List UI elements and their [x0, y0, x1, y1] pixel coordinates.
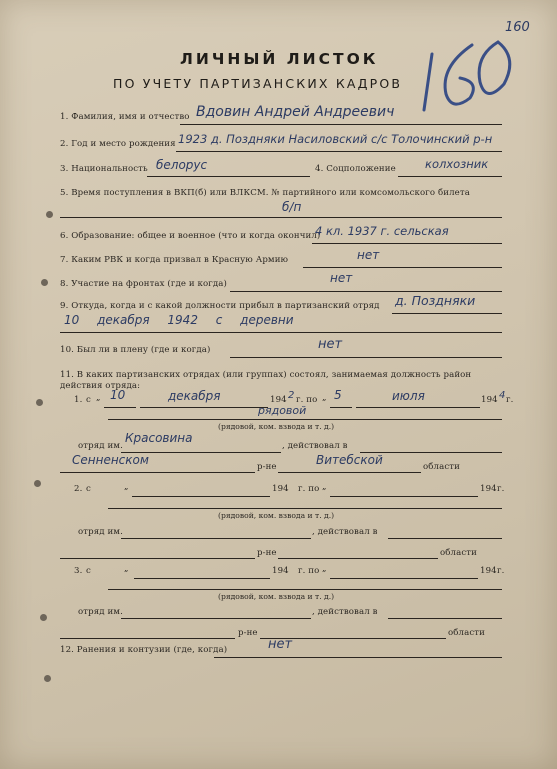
entry-2-from-label: с	[86, 484, 91, 494]
field-3-value: белорус	[156, 158, 208, 172]
entry-2-year-suffix: г.	[497, 484, 505, 494]
entry-1-rank-caption: (рядовой, ком. взвода и т. д.)	[218, 422, 335, 431]
entry-1-acted-in-label: , действовал в	[282, 441, 348, 451]
entry-3-to-line	[330, 578, 478, 579]
field-6-label: 6. Образование: общее и военное (что и когда окончил)	[60, 231, 321, 241]
punch-hole	[44, 675, 51, 682]
entry-1-from-month-line	[140, 407, 268, 408]
entry-2-region-label: области	[440, 548, 477, 558]
entry-2-to-year-prefix: 194	[480, 484, 497, 494]
entry-3-region-label: области	[448, 628, 485, 638]
entry-2-rank-caption: (рядовой, ком. взвода и т. д.)	[218, 511, 335, 520]
entry-1-to-day-line	[330, 407, 352, 408]
entry-1-to-month: июля	[392, 389, 425, 403]
entry-2-quote-2: „	[322, 482, 327, 492]
entry-1-from-label: с	[86, 395, 91, 405]
field-9-value-line-2: 10 декабря 1942 с деревни	[64, 313, 294, 327]
entry-2-quote: „	[124, 482, 129, 492]
entry-3-number: 3.	[74, 566, 83, 576]
field-3-label: 3. Национальность	[60, 164, 148, 174]
entry-1-from-day-line	[104, 407, 136, 408]
entry-2-to-label: г. по	[298, 484, 320, 494]
entry-1-district-label: р-не	[257, 462, 277, 472]
entry-1-quote-2: „	[322, 393, 327, 403]
entry-3-rank-line	[108, 589, 502, 590]
punch-hole	[36, 399, 43, 406]
entry-1-district: Витебской	[316, 453, 383, 467]
entry-2-from-year-prefix: 194	[272, 484, 289, 494]
field-2-label: 2. Год и место рождения	[60, 139, 176, 149]
entry-3-detachment-line	[121, 618, 311, 619]
entry-3-to-year-prefix: 194	[480, 566, 497, 576]
field-1-value: Вдовин Андрей Андреевич	[196, 104, 395, 120]
punch-hole	[34, 480, 41, 487]
field-6-line	[312, 243, 502, 244]
field-8-value: нет	[330, 271, 353, 285]
entry-2-detachment-line	[121, 538, 311, 539]
field-9-label: 9. Откуда, когда и с какой должности прибыл в партизанский отряд	[60, 301, 380, 311]
field-9-line-2	[60, 332, 502, 333]
entry-1-to-year: 4	[499, 390, 506, 401]
entry-2-region-line	[278, 558, 438, 559]
field-2-value: 1923 д. Поздняки Насиловский с/с Толочинский р-н	[178, 132, 493, 146]
field-5-value: б/п	[282, 200, 302, 214]
field-10-label: 10. Был ли в плену (где и когда)	[60, 345, 211, 355]
entry-3-detachment-label: отряд им.	[78, 607, 123, 617]
entry-1-from-year-prefix: 194	[270, 395, 287, 405]
field-7-value: нет	[357, 248, 380, 262]
field-12-line	[214, 657, 502, 658]
field-1-label: 1. Фамилия, имя и отчество	[60, 112, 190, 122]
document-subtitle: ПО УЧЕТУ ПАРТИЗАНСКИХ КАДРОВ	[113, 76, 403, 91]
entry-1-region-label: области	[423, 462, 460, 472]
field-3-line	[147, 176, 310, 177]
entry-1-to-day: 5	[334, 388, 342, 402]
field-7-line	[303, 267, 502, 268]
field-9-line	[392, 313, 502, 314]
field-5-line	[60, 217, 502, 218]
punch-hole	[40, 614, 47, 621]
field-8-label: 8. Участие на фронтах (где и когда)	[60, 279, 227, 289]
field-9-value: д. Поздняки	[395, 293, 476, 308]
field-11-label: 11. В каких партизанских отрядах (или группах) состоял, занимаемая должность район действия отряда:	[60, 370, 472, 391]
entry-3-place-line	[60, 638, 235, 639]
entry-3-year-suffix: г.	[497, 566, 505, 576]
entry-2-detachment-label: отряд им.	[78, 527, 123, 537]
entry-1-year-suffix: г.	[506, 395, 514, 405]
entry-1-from-year: 2	[288, 390, 295, 401]
entry-3-from-year-prefix: 194	[272, 566, 289, 576]
entry-3-acted-in-label: , действовал в	[312, 607, 378, 617]
entry-1-place-line	[60, 472, 255, 473]
entry-2-district-label: р-не	[257, 548, 277, 558]
entry-3-quote: „	[124, 564, 129, 574]
entry-2-place-line	[60, 558, 255, 559]
field-5-label: 5. Время поступления в ВКП(б) или ВЛКСМ. № партийного или комсомольского билета	[60, 188, 470, 198]
entry-1-from-month: декабря	[168, 389, 221, 403]
field-10-line	[230, 357, 502, 358]
field-4-line	[398, 176, 502, 177]
entry-1-rank: рядовой	[258, 404, 307, 417]
entry-3-from-label: с	[86, 566, 91, 576]
entry-2-acted-in-label: , действовал в	[312, 527, 378, 537]
field-4-label: 4. Соцположение	[315, 164, 396, 174]
field-8-line	[230, 291, 502, 292]
entry-2-to-line	[330, 496, 478, 497]
entry-3-from-line	[134, 578, 270, 579]
field-10-value: нет	[318, 337, 343, 352]
entry-2-number: 2.	[74, 484, 83, 494]
entry-2-rank-line	[108, 508, 502, 509]
entry-2-acted-in-line	[388, 538, 502, 539]
entry-3-rank-caption: (рядовой, ком. взвода и т. д.)	[218, 592, 335, 601]
punch-hole	[41, 279, 48, 286]
entry-3-to-label: г. по	[298, 566, 320, 576]
field-2-line	[176, 151, 502, 152]
field-7-label: 7. Каким РВК и когда призвал в Красную Армию	[60, 255, 289, 265]
punch-hole	[46, 211, 53, 218]
entry-1-number: 1.	[74, 395, 83, 405]
sheet-number-note: 160	[505, 20, 530, 35]
field-6-value: 4 кл. 1937 г. сельская	[315, 224, 449, 238]
field-4-value: колхозник	[425, 157, 489, 171]
entry-3-acted-in-line	[388, 618, 502, 619]
entry-2-from-line	[132, 496, 270, 497]
entry-1-rank-line	[108, 419, 502, 420]
entry-3-quote-2: „	[322, 564, 327, 574]
entry-1-detachment-label: отряд им.	[78, 441, 123, 451]
entry-1-from-day: 10	[110, 388, 126, 402]
entry-1-quote: „	[96, 393, 101, 403]
entry-1-region-line	[278, 472, 421, 473]
field-1-line	[180, 124, 502, 125]
entry-1-to-label: г. по	[296, 395, 318, 405]
document-title: ЛИЧНЫЙ ЛИСТОК	[180, 50, 379, 68]
field-12-label: 12. Ранения и контузии (где, когда)	[60, 645, 228, 655]
field-12-value: нет	[268, 637, 293, 652]
entry-1-detachment: Красовина	[125, 431, 193, 445]
entry-1-to-year-prefix: 194	[481, 395, 498, 405]
entry-1-acted-in: Сенненском	[72, 453, 149, 467]
entry-1-to-month-line	[356, 407, 480, 408]
entry-3-district-label: р-не	[238, 628, 258, 638]
